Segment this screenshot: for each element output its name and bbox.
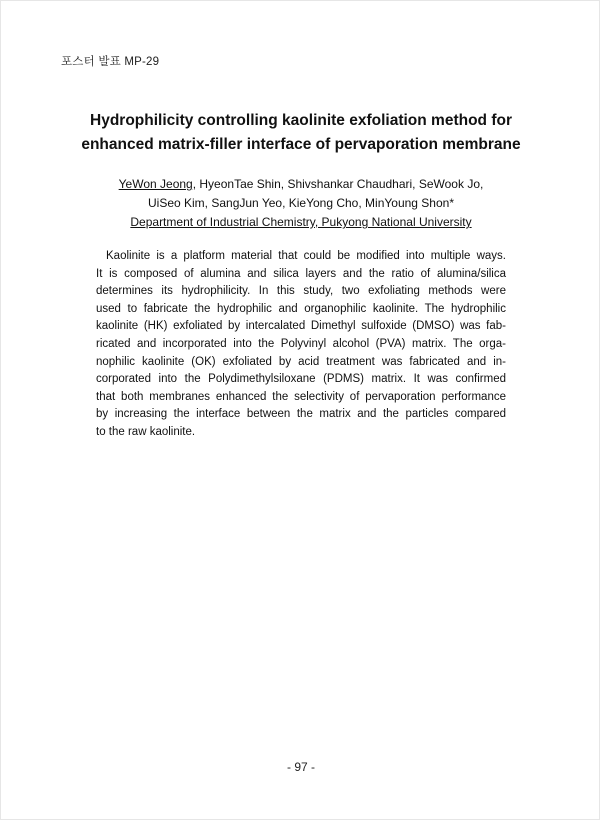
abstract-line: that both membranes enhanced the selectivity of pervaporation performance (96, 390, 506, 403)
author-block (61, 175, 541, 232)
abstract-line: by increasing the interface between the matrix and the particles compared (96, 408, 506, 421)
abstract-line: to the raw kaolinite. (96, 425, 196, 438)
author-line-2: UiSeo Kim, SangJun Yeo, KieYong Cho, MinYoung Shon* (147, 196, 454, 210)
affiliation: Department of Industrial Chemistry, Pukyong National University (130, 215, 472, 229)
page-number: - 97 - (286, 760, 315, 774)
presenting-author: YeWon Jeong (118, 177, 193, 191)
abstract-line: It is composed of alumina and silica layers and the ratio of alumina/silica (96, 267, 506, 280)
session-code: 포스터 발표 MP-29 (61, 56, 160, 68)
author-line-1 (61, 175, 541, 194)
abstract-line: ricated and incorporated into the Polyvinyl alcohol (PVA) matrix. The orga- (96, 337, 506, 350)
paper-title-line-2: enhanced matrix-filler interface of pervaporation membrane (81, 136, 521, 153)
paper-title (61, 109, 541, 157)
abstract-line: Kaolinite is a platform material that could be modified into multiple ways. (106, 250, 506, 262)
co-authors-line-1: , HyeonTae Shin, Shivshankar Chaudhari, SeWook Jo, (192, 177, 484, 191)
paper-title-line-1: Hydrophilicity controlling kaolinite exfoliation method for (90, 112, 512, 129)
abstract-line: nophilic kaolinite (OK) exfoliated by acid treatment was fabricated and in- (96, 355, 506, 368)
abstract-body (96, 248, 506, 442)
abstract-line: kaolinite (HK) exfoliated by intercalated Dimethyl sulfoxide (DMSO) was fab- (96, 320, 506, 333)
abstract-line: used to fabricate the hydrophilic and organophilic kaolinite. The hydrophilic (96, 302, 506, 315)
abstract-line: corporated into the Polydimethylsiloxane (PDMS) matrix. It was confirmed (96, 373, 506, 386)
abstract-line: determines its hydrophilicity. In this study, two exfoliating methods were (96, 285, 506, 298)
